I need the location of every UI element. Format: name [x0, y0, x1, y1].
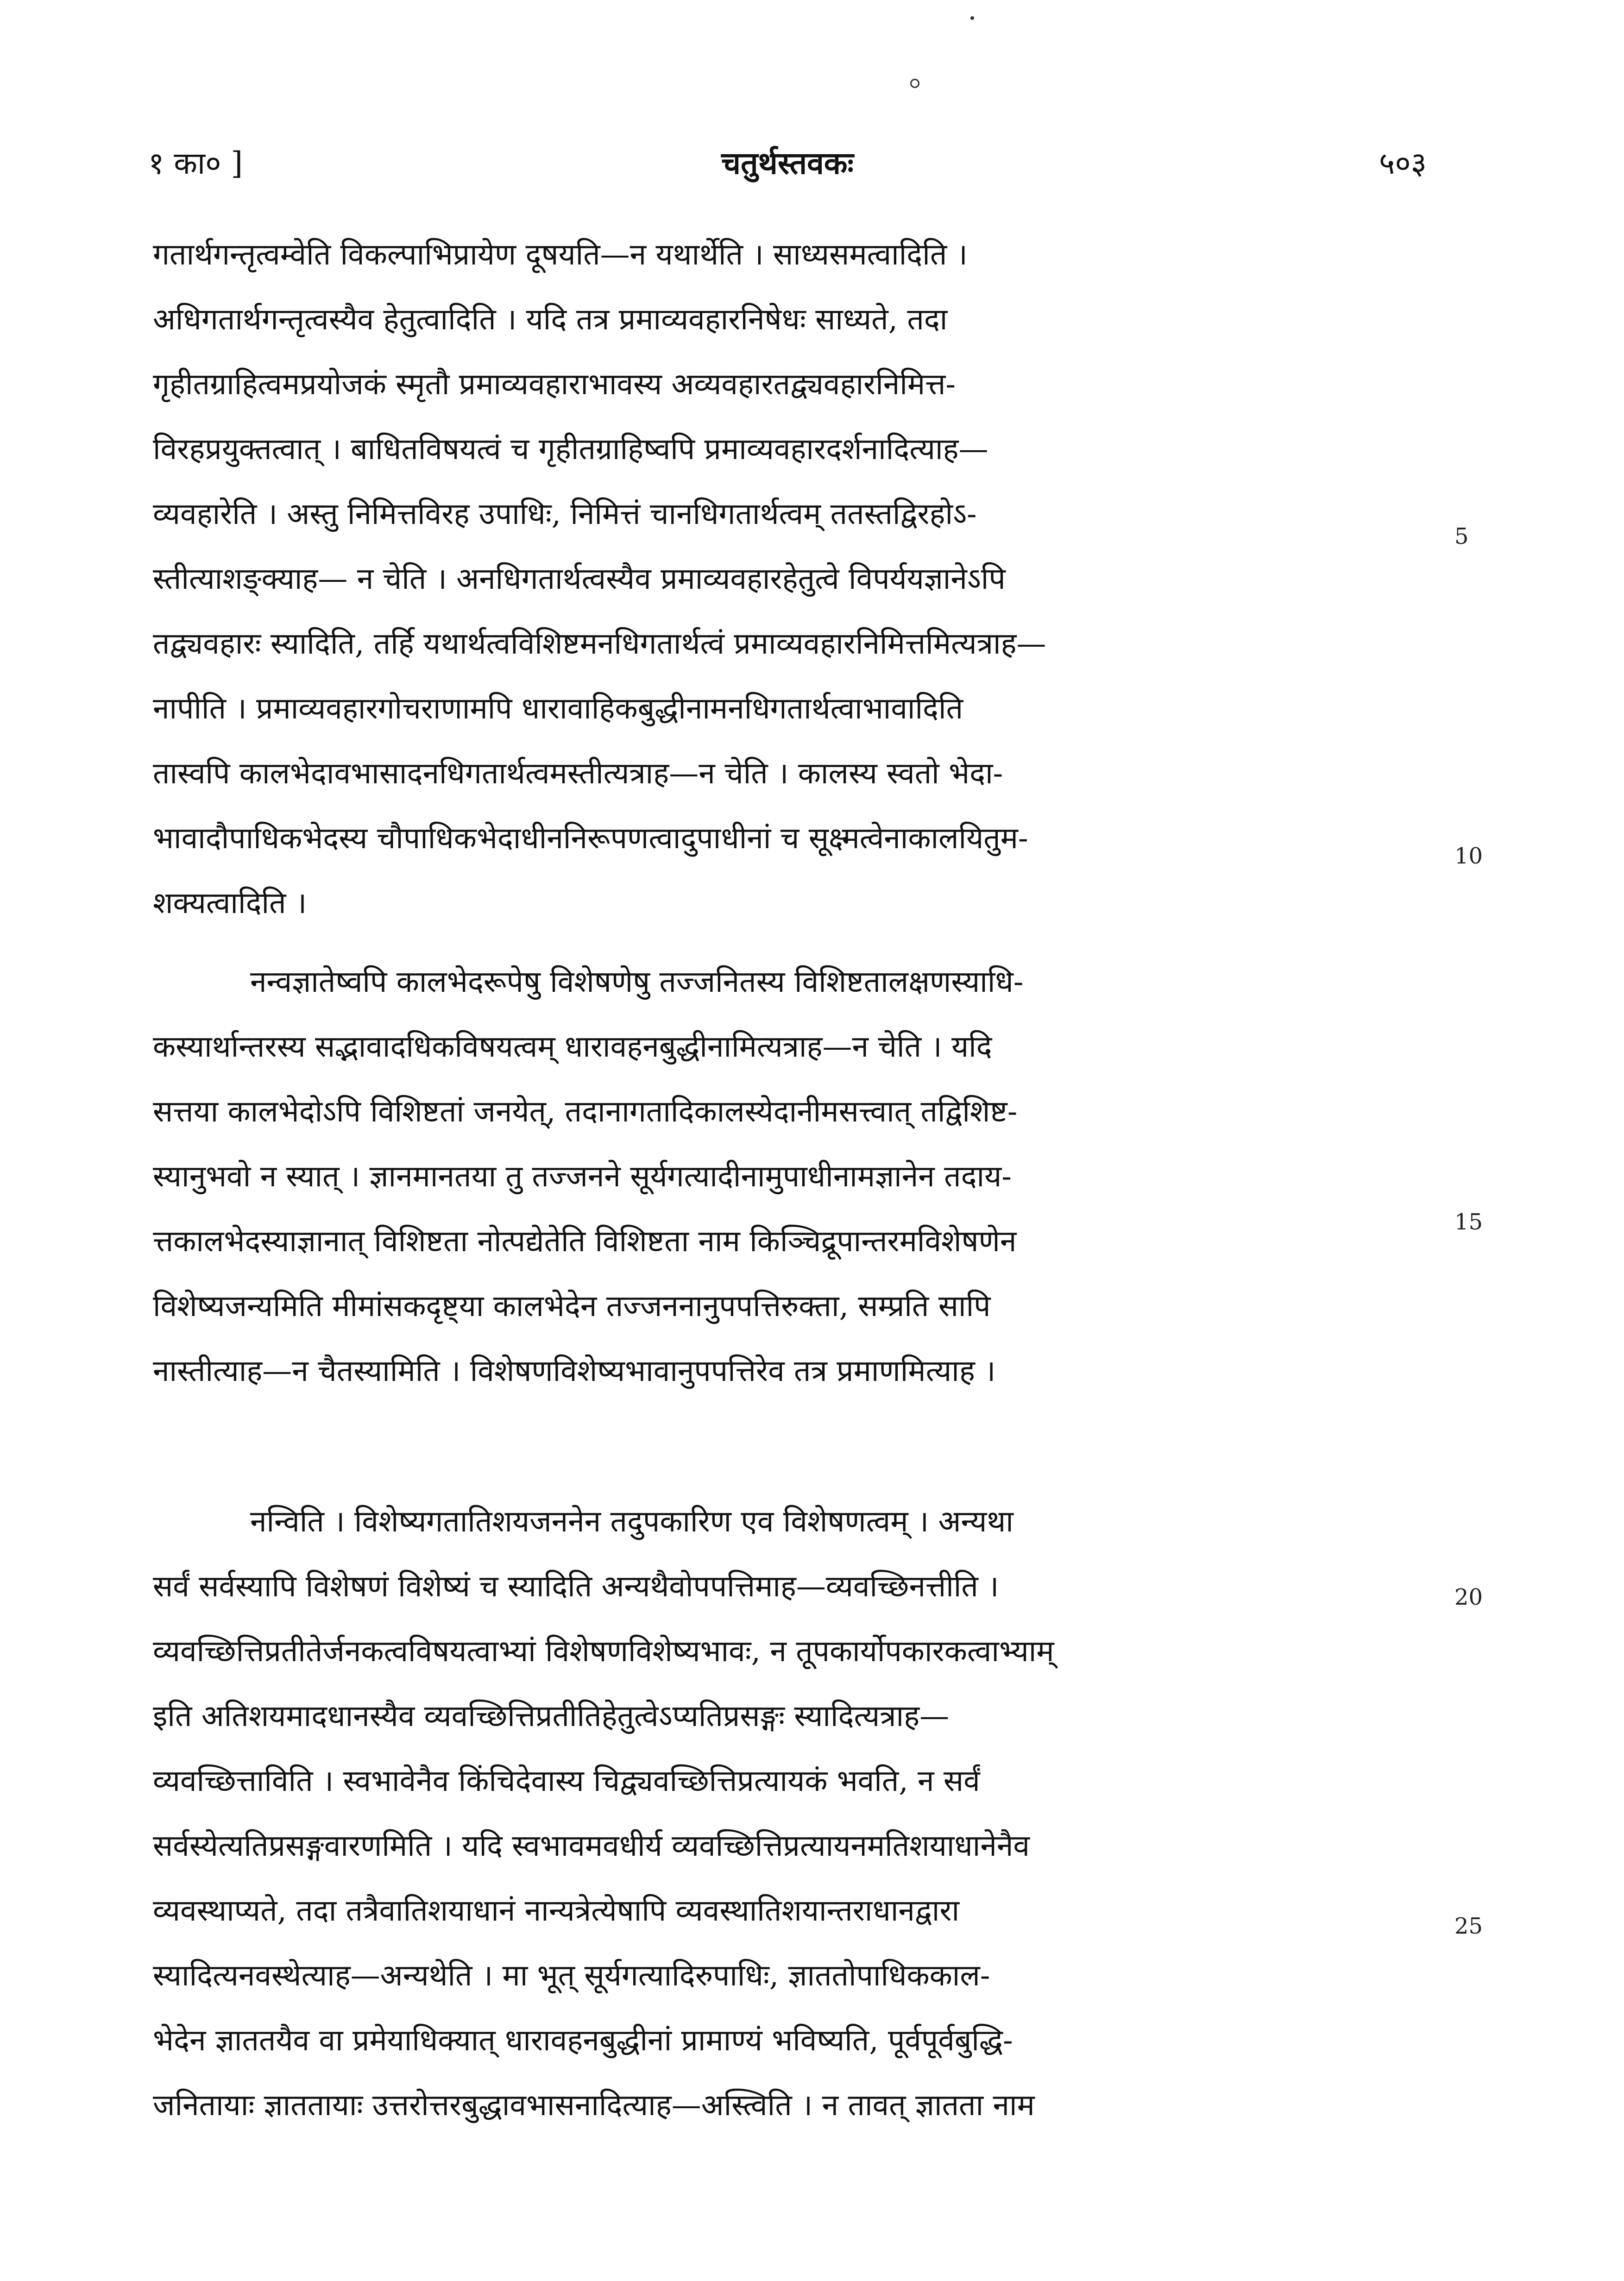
text-line: व्यवस्थाप्यते, तदा तत्रैवातिशयाधानं नान्यत्रेत्येषापि व्यवस्थातिशयान्तराधानद्वारा [153, 1894, 960, 1928]
text-line: स्यादित्यनवस्थेत्याह—अन्यथेति । मा भूत् सूर्यगत्यादिरुपाधिः, ज्ञाततोपाधिककाल- [153, 1959, 990, 1993]
text-line: जनितायाः ज्ञाततायाः उत्तरोत्तरबुद्धावभासनादित्याह—अस्त्विति । न तावत् ज्ञातता नाम [153, 2088, 1035, 2123]
text-line: सर्वस्येत्यतिप्रसङ्गवारणमिति । यदि स्वभावमवधीर्य व्यवच्छित्तिप्रत्यायनमतिशयाधानेनैव [153, 1829, 1030, 1863]
text-line: तद्व्यवहारः स्यादिति, तर्हि यथार्थत्वविशिष्टमनधिगतार्थत्वं प्रमाव्यवहारनिमित्तमित्यत्राह— [153, 627, 1046, 661]
paragraph-3 [153, 1489, 1422, 2138]
text-line: विशेष्यजन्यमिति मीमांसकदृष्ट्या कालभेदेन तज्जननानुपपत्तिरुक्ता, सम्प्रति सापि [153, 1289, 991, 1323]
text-line: भावादौपाधिकभेदस्य चौपाधिकभेदाधीननिरूपणत्वादुपाधीनां च सूक्ष्मत्वेनाकालयितुम- [153, 821, 1028, 856]
text-line: शक्यत्वादिति । [153, 886, 307, 920]
text-line: नन्वज्ञातेष्वपि कालभेदरूपेषु विशेषणेषु तज्जनितस्य विशिष्टतालक्षणस्याधि- [250, 965, 1024, 999]
text-line: व्यवहारेति । अस्तु निमित्तविरह उपाधिः, निमित्तं चानधिगतार्थत्वम् ततस्तद्विरहोऽ- [153, 497, 977, 531]
text-line: नास्तीत्याह—न चैतस्यामिति । विशेषणविशेष्यभावानुपपत्तिरेव तत्र प्रमाणमित्याह । [153, 1354, 996, 1388]
header-page-number: ५०३ [1379, 145, 1427, 181]
paragraph-1 [153, 222, 1422, 936]
text-line: कस्यार्थान्तरस्य सद्भावादधिकविषयत्वम् धारावहनबुद्धीनामित्यत्राह—न चेति । यदि [153, 1030, 992, 1064]
header-chapter-title: चतुर्थस्तवकः [721, 145, 854, 181]
line-number-5: 5 [1454, 523, 1469, 549]
text-line: इति अतिशयमादधानस्यैव व्यवच्छित्तिप्रतीतिहेतुत्वेऽप्यतिप्रसङ्गः स्यादित्यत्राह— [153, 1699, 950, 1733]
text-line: विरहप्रयुक्तत्वात् । बाधितविषयत्वं च गृहीतग्राहिष्वपि प्रमाव्यवहारदर्शनादित्याह— [153, 432, 988, 466]
text-line: त्तकालभेदस्याज्ञानात् विशिष्टता नोत्पद्येतेति विशिष्टता नाम किञ्चिद्रूपान्तरमविशेषणेन [153, 1224, 1017, 1259]
text-line: स्तीत्याशङ्क्याह— न चेति । अनधिगतार्थत्वस्यैव प्रमाव्यवहारहेतुत्वे विपर्ययज्ञानेऽपि [153, 562, 1006, 596]
text-line: गृहीतग्राहित्वमप्रयोजकं स्मृतौ प्रमाव्यवहाराभावस्य अव्यवहारतद्व्यवहारनिमित्त- [153, 367, 956, 402]
text-line: नन्विति । विशेष्यगतातिशयजननेन तदुपकारिण एव विशेषणत्वम् । अन्यथा [250, 1505, 1013, 1539]
speck-top-2 [910, 79, 919, 88]
text-line: स्यानुभवो न स्यात् । ज्ञानमानतया तु तज्जनने सूर्यगत्यादीनामुपाधीनामज्ञानेन तदाय- [153, 1159, 1012, 1194]
text-line: गतार्थगन्तृत्वम्वेति विकल्पाभिप्रायेण दूषयति—न यथार्थेति । साध्यसमत्वादिति । [153, 238, 968, 272]
paragraph-2 [153, 950, 1422, 1404]
text-line: अधिगतार्थगन्तृत्वस्यैव हेतुत्वादिति । यदि तत्र प्रमाव्यवहारनिषेधः साध्यते, तदा [153, 302, 948, 337]
text-line: तास्वपि कालभेदावभासादनधिगतार्थत्वमस्तीत्यत्राह—न चेति । कालस्य स्वतो भेदा- [153, 756, 1003, 791]
text-line: सर्वं सर्वस्यापि विशेषणं विशेष्यं च स्यादिति अन्यथैवोपपत्तिमाह—व्यवच्छिनत्तीति । [153, 1569, 999, 1604]
speck-top [970, 16, 974, 20]
text-line: व्यवच्छित्तिप्रतीतेर्जनकत्वविषयत्वाभ्यां विशेषणविशेष्यभावः, न तूपकार्योपकारकत्वाभ्याम् [153, 1634, 1054, 1669]
line-number-25: 25 [1454, 1913, 1483, 1939]
text-line: व्यवच्छित्ताविति । स्वभावेनैव किंचिदेवास्य चिद्व्यवच्छित्तिप्रत्यायकं भवति, न सर्वं [153, 1764, 980, 1798]
header-section-ref: १ का० ] [148, 145, 243, 181]
line-number-20: 20 [1454, 1584, 1483, 1610]
text-line: सत्तया कालभेदोऽपि विशिष्टतां जनयेत्, तदानागतादिकालस्येदानीमसत्त्वात् तद्विशिष्ट- [153, 1095, 1018, 1129]
text-line: नापीति । प्रमाव्यवहारगोचराणामपि धारावाहिकबुद्धीनामनधिगतार्थत्वाभावादिति [153, 692, 963, 726]
page-header [148, 141, 1427, 192]
line-number-15: 15 [1454, 1209, 1483, 1235]
text-line: भेदेन ज्ञाततयैव वा प्रमेयाधिक्यात् धारावहनबुद्धीनां प्रामाण्यं भविष्यति, पूर्वपूर्वबुद्धि- [153, 2023, 1013, 2058]
line-number-10: 10 [1454, 843, 1483, 869]
